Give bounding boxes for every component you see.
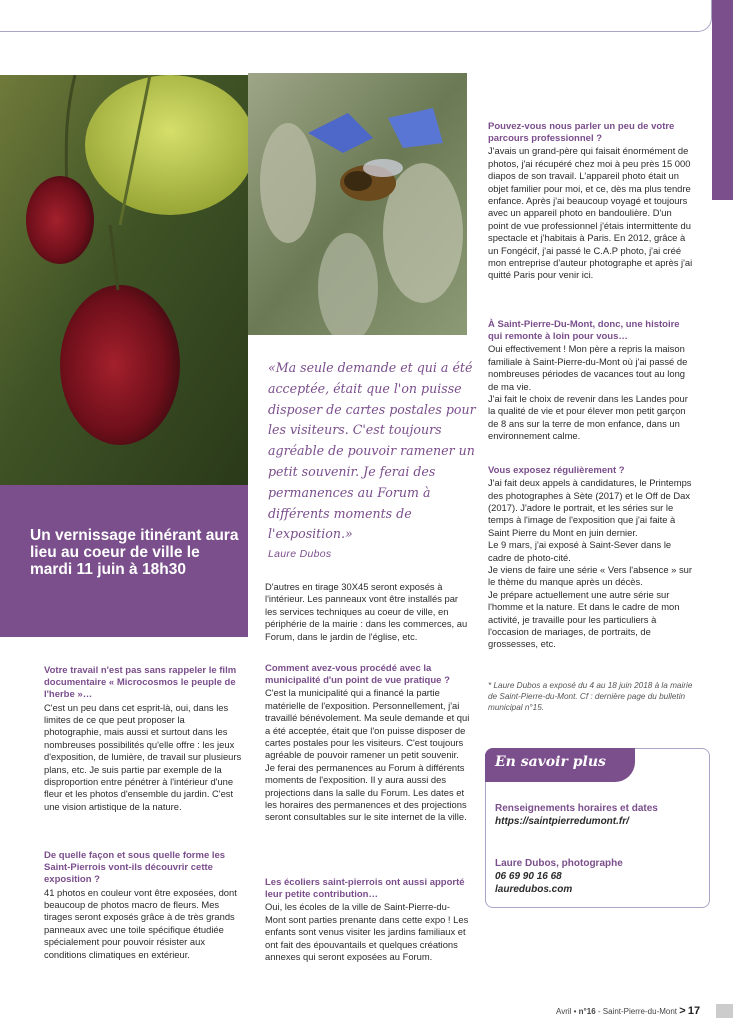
question-heading: De quelle façon et sous quelle forme les Saint-Pierrois vont-ils découvrir cette exposition ?: [44, 850, 226, 886]
info-photographer: [495, 857, 705, 896]
page-footer: Avril • n°16 - Saint-Pierre-du-Mont > 17: [556, 1005, 701, 1017]
question-heading: Vous exposez régulièrement ?: [488, 465, 625, 476]
info-schedule: [495, 802, 705, 828]
answer-text: D'autres en tirage 30X45 seront exposés à l'intérieur. Les panneaux vont être installés par les services techniques au coeur de ville, en périphérie de la mairie : dans les commerces, au Forum, dans le jardin de l'église, etc.: [265, 581, 468, 642]
answer-text: J'avais un grand-père qui faisait énormément de photos, j'ai récupéré chez moi à peu près 15 000 diapos de son travail. L'appareil photo était un objet familier pour moi, et ce, dès ma plus tendre enfance. Après j'ai beaucoup voyagé et toujours avec un appareil photo en bandoulière. D'un point de vue professionnel j'étais intermittente du spectacle et j'habitais à Paris. En 2012, grâce à un Fongécif, j'ai passé le C.A.P photo, j'ai créé mon entreprise d'auteur photographe et après j'ai quitté Paris pour venir ici.: [488, 145, 693, 281]
question-heading: Comment avez-vous procédé avec la municipalité d'un point de vue pratique ?: [265, 663, 450, 687]
question-heading: À Saint-Pierre-Du-Mont, donc, une histoire qui remonte à loin pour vous…: [488, 319, 680, 343]
footer-month: Avril: [556, 1007, 572, 1016]
col3-q2-block: [488, 319, 693, 443]
question-heading: Les écoliers saint-pierrois ont aussi apporté leur petite contribution…: [265, 877, 465, 901]
city-url-link[interactable]: https://saintpierredumont.fr/: [495, 816, 629, 827]
answer-text: Le 9 mars, j'ai exposé à Saint-Sever dans le cadre de photo-cité.: [488, 539, 672, 563]
physalis-flower-photo: [0, 75, 248, 485]
top-frame-border: [0, 0, 712, 32]
footer-arrow: >: [679, 1005, 686, 1017]
photographer-site-link[interactable]: lauredubos.com: [495, 884, 573, 895]
answer-text: J'ai fait deux appels à candidatures, le Printemps des photographes à Sète (2017) et le Off de Dax (2017). J'adore le portrait, et les séries sur le temps à l'image de l'exposition que j'ai faite à Saint Pierre du Mont en juin dernier.: [488, 477, 692, 538]
answer-text: Je prépare actuellement une autre série sur l'homme et la nature. Et dans le cadre de mon activité, je travaille pour les particuliers à l'occasion de mariages, de portraits, de grossesses, etc.: [488, 588, 680, 650]
answer-text: J'ai fait le choix de revenir dans les Landes pour la qualité de vie et pour élever mon petit garçon de 8 ans sur la terre de mon enfance, dans un environnement calme.: [488, 393, 688, 442]
footer-bar: [716, 1004, 733, 1018]
col2-intro: [265, 581, 470, 643]
answer-text: Oui effectivement ! Mon père a repris la maison familiale à Saint-Pierre-du-Mont où j'ai passé de nombreuses périodes de vacances tout au long de ma vie.: [488, 343, 688, 392]
quote-author: Laure Dubos: [268, 548, 332, 560]
headline: Un vernissage itinérant aura lieu au coeur de ville le mardi 11 juin à 18h30: [30, 527, 239, 578]
footer-town: Saint-Pierre-du-Mont: [602, 1007, 678, 1016]
col2-q1-block: [265, 663, 470, 824]
answer-text: C'est la municipalité qui a financé la partie matérielle de l'exposition. Personnellement, j'ai travaillé bénévolement. Ma seule demande et qui a été acceptée, était que l'on puisse disposer de cartes postales pour les visiteurs. C'est toujours agréable de pouvoir ramener un petit souvenir. Je ferai des permanences au Forum à différents moments de l'exposition. Il y aura aussi des projections dans la salle du Forum. Les dates et les horaires des permanences et des projections seront consultables sur le site internet de la ville.: [265, 687, 470, 823]
col3-q1-block: [488, 121, 693, 282]
pull-quote: «Ma seule demande et qui a été acceptée, était que l'on puisse disposer de cartes postales pour les visiteurs. C'est toujours agréable de pouvoir ramener un petit souvenir. Je ferai des permanences au Forum à différents moments de l'exposition.»: [268, 360, 476, 542]
footnote: * Laure Dubos a exposé du 4 au 18 juin 2018 à la mairie de Saint-Pierre-du-Mont. Cf : dernière page du bulletin municipal n°15.: [488, 681, 693, 712]
answer-text: 41 photos en couleur vont être exposées, dont beaucoup de photos macro de fleurs. Mes tirages seront exposés grâce à de très grands panneaux avec une toile spécifique étudiée spécialement pour pouvoir résister aux conditions climatiques en extérieur.: [44, 886, 237, 960]
question-heading: Pouvez-vous nous parler un peu de votre parcours professionnel ?: [488, 121, 675, 145]
question-heading: Votre travail n'est pas sans rappeler le film documentaire « Microcosmos le peuple de l'herbe »…: [44, 665, 237, 701]
col1-q1-block: [44, 665, 244, 813]
answer-text: Oui, les écoles de la ville de Saint-Pierre-du-Mont sont parties prenante dans cette expo ! Les enfants sont venus visiter les jardins familiaux et ont fait des épouvantails et quelques créations annexes qui seront exposées au Forum.: [265, 901, 469, 963]
footer-issue: n°16: [578, 1007, 596, 1016]
col3-q3-block: [488, 465, 693, 651]
answer-text: Je viens de faire une série « Vers l'absence » sur le thème du manque après un décès.: [488, 564, 692, 588]
bee-on-borage-photo: [248, 73, 467, 335]
phone-number: 06 69 90 16 68: [495, 871, 562, 882]
en-savoir-plus-title: En savoir plus: [495, 754, 606, 770]
answer-text: C'est un peu dans cet esprit-là, oui, dans les limites de ce que peut proposer la photographie, mais aussi et surtout dans les nombreuses possibilités qu'elle offre : les jeux d'exposition, de lumière, de travail sur plusieurs plans, etc. Je suis partie par exemple de la disproportion entre pénétrer à l'intérieur d'une fleur et les photos d'ensemble du jardin. C'est une vision artistique de la nature.: [44, 701, 242, 812]
col2-q2-block: [265, 877, 470, 963]
page-number: 17: [687, 1005, 701, 1017]
side-tab-accent: [712, 0, 733, 200]
col1-q2-block: [44, 850, 244, 961]
headline-box: [0, 485, 248, 637]
info-label: Renseignements horaires et dates: [495, 803, 658, 814]
info-label: Laure Dubos, photographe: [495, 858, 623, 869]
